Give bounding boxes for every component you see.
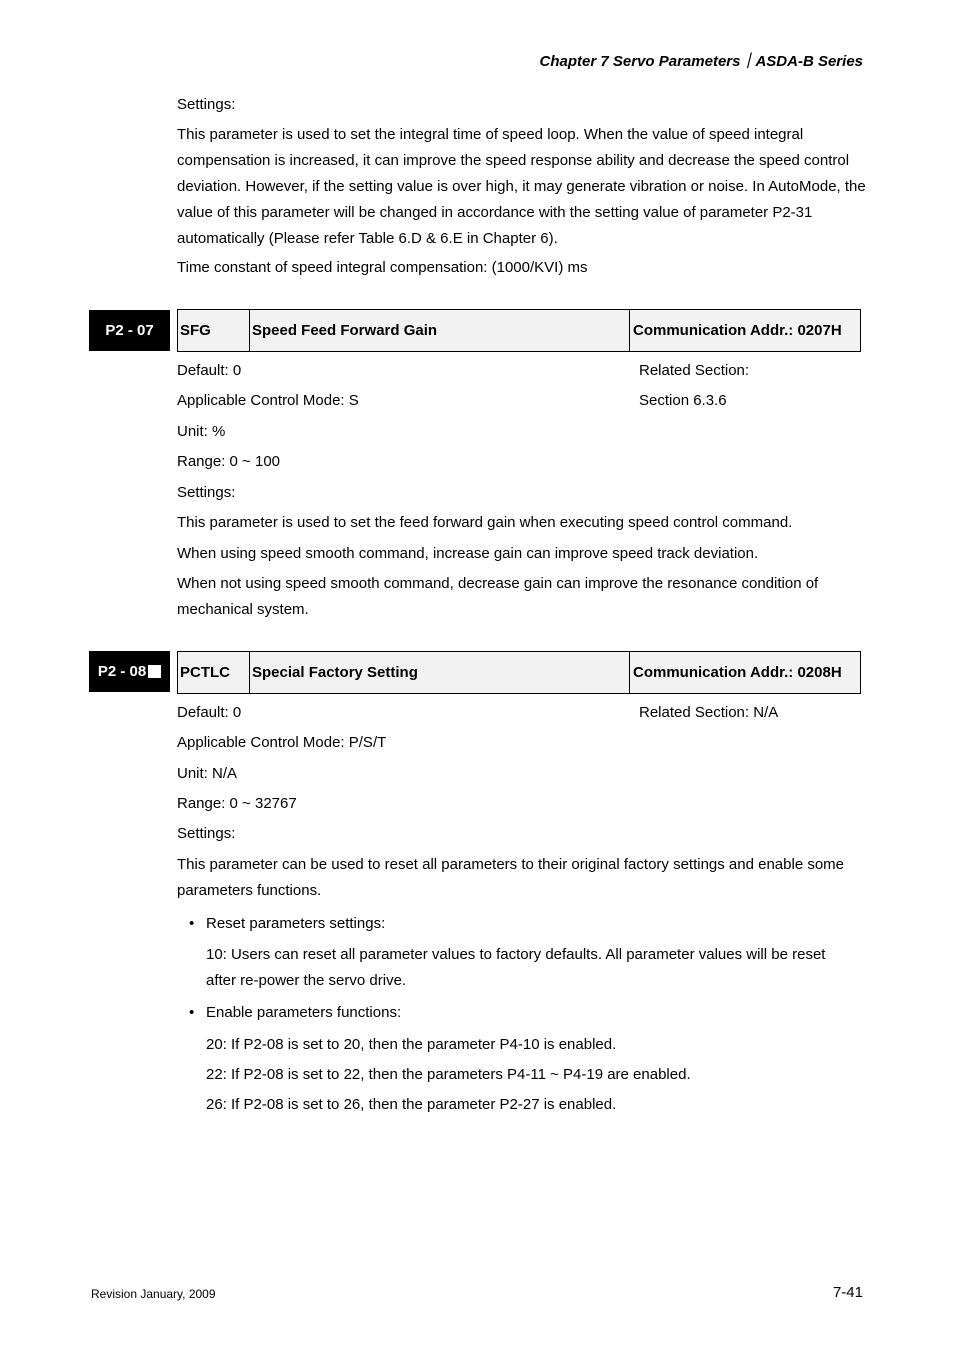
p208-range: Range: 0 ~ 32767 <box>177 795 297 812</box>
p208-mode: Applicable Control Mode: P/S/T <box>177 734 387 751</box>
p208-item20: 20: If P2-08 is set to 20, then the parameter P4-10 is enabled. <box>206 1036 617 1053</box>
communication-address: Communication Addr.: 0208H <box>633 664 842 681</box>
p208-related: Related Section: N/A <box>639 704 779 721</box>
p207-mode: Applicable Control Mode: S <box>177 392 359 409</box>
p208-settings-label: Settings: <box>177 825 236 842</box>
p208-bullet1: Reset parameters settings: <box>206 915 386 932</box>
p208-item26: 26: If P2-08 is set to 26, then the parameter P2-27 is enabled. <box>206 1096 617 1113</box>
parameter-name: Speed Feed Forward Gain <box>250 310 630 351</box>
p207-settings-label: Settings: <box>177 484 236 501</box>
parameter-code: PCTLC <box>178 652 250 693</box>
page-number: 7-41 <box>832 1284 863 1301</box>
p207-line1: This parameter is used to set the feed forward gain when executing speed control command. <box>177 514 793 531</box>
bullet-icon: • <box>189 1004 195 1021</box>
parameter-tag-p2-08 <box>89 651 170 692</box>
p208-item22: 22: If P2-08 is set to 22, then the parameters P4-11 ~ P4-19 are enabled. <box>206 1066 691 1083</box>
p207-default: Default: 0 <box>177 362 242 379</box>
p208-bullet2: Enable parameters functions: <box>206 1004 402 1021</box>
p206-time-constant: Time constant of speed integral compensation: (1000/KVI) ms <box>177 259 588 276</box>
p207-line3: When not using speed smooth command, decrease gain can improve the resonance condition of mechanical system. <box>177 575 819 618</box>
parameter-name: Special Factory Setting <box>250 652 630 693</box>
p208-unit: Unit: N/A <box>177 765 238 782</box>
square-icon <box>148 665 161 678</box>
p207-line2: When using speed smooth command, increase gain can improve speed track deviation. <box>177 545 759 562</box>
bullet-icon: • <box>189 915 195 932</box>
p208-bullet1-detail: 10: Users can reset all parameter values to factory defaults. All parameter values will be reset after re-power the servo drive. <box>206 946 826 989</box>
p208-description: This parameter can be used to reset all parameters to their original factory settings and enable some parameters functions. <box>177 856 845 899</box>
parameter-header-table-p2-07 <box>177 309 861 352</box>
p207-range: Range: 0 ~ 100 <box>177 453 281 470</box>
parameter-header-table-p2-08 <box>177 651 861 694</box>
footer-revision: Revision January, 2009 <box>91 1287 216 1301</box>
parameter-tag-label: P2 - 07 <box>105 322 154 339</box>
parameter-code: SFG <box>178 310 250 351</box>
p208-default: Default: 0 <box>177 704 242 721</box>
parameter-tag-p2-07 <box>89 310 170 351</box>
communication-address: Communication Addr.: 0207H <box>633 322 842 339</box>
p207-related-value: Section 6.3.6 <box>639 392 727 409</box>
settings-label: Settings: <box>177 96 236 113</box>
p207-related-label: Related Section: <box>639 362 750 379</box>
p207-unit: Unit: % <box>177 423 226 440</box>
p206-description: This parameter is used to set the integral time of speed loop. When the value of speed integral compensation is increased, it can improve the speed response ability and decrease the speed control deviation. However, if the setting value is over high, it may generate vibration or noise. In AutoMode, the value of this parameter will be changed in accordance with the setting value of parameter P2-31 automatically (Please refer Table 6.D & 6.E in Chapter 6). <box>177 126 866 247</box>
parameter-tag-label: P2 - 08 <box>97 663 147 680</box>
page-header: Chapter 7 Servo Parameters｜ASDA-B Series <box>539 53 863 70</box>
